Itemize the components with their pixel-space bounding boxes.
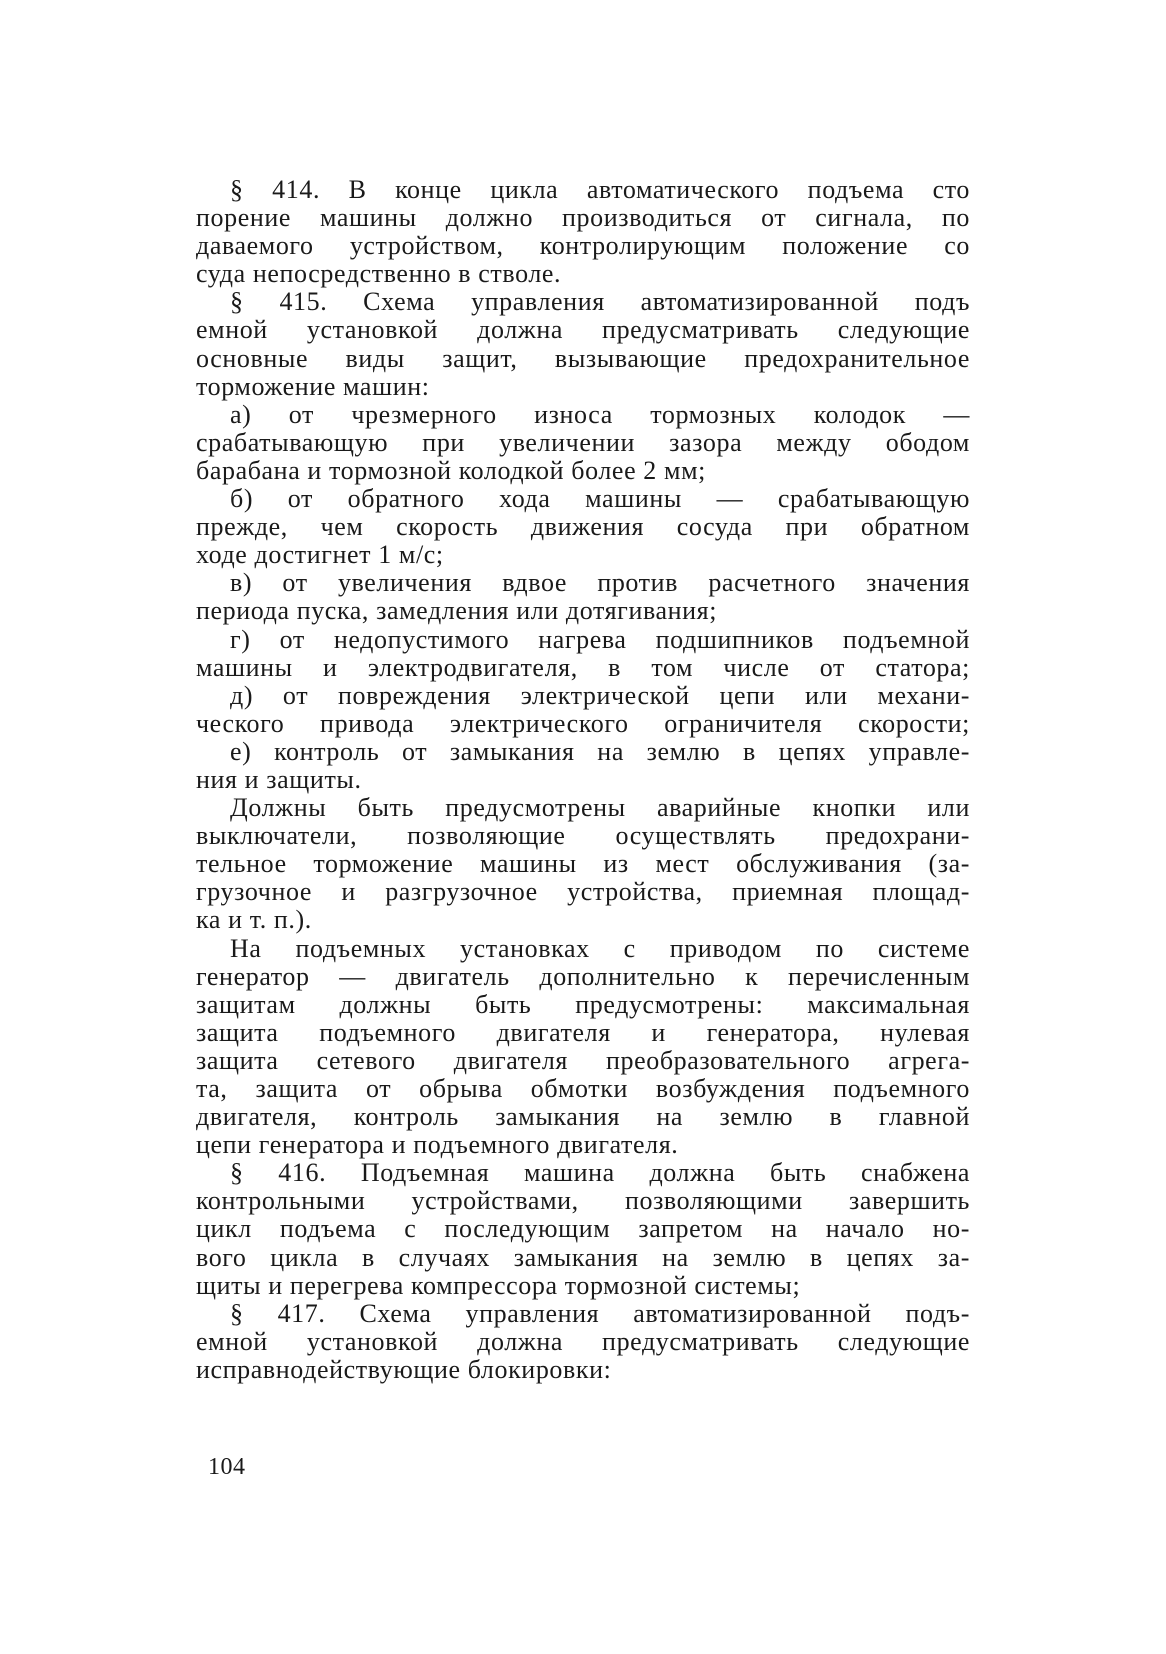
emergency-buttons-line-1: Должны быть предусмотрены аварийные кнопки или <box>230 794 970 823</box>
item-a-line-1: а) от чрезмерного износа тормозных колодок — <box>230 400 970 429</box>
paragraph-416-line-1: § 416. Подъемная машина должна быть снабжена <box>230 1159 970 1188</box>
item-b-line-2: прежде, чем скорость движения сосуда при обратном <box>196 513 970 542</box>
generator-motor-line-1: На подъемных установках с приводом по системе <box>230 934 970 963</box>
item-a-line-3: барабана и тормозной колодкой более 2 мм; <box>196 456 706 485</box>
item-a-line-2: срабатывающую при увеличении зазора между ободом <box>196 428 970 457</box>
item-e-line-1: е) контроль от замыкания на землю в цепях управле- <box>230 737 970 766</box>
paragraph-414-line-3: даваемого устройством, контролирующим положение со <box>196 232 970 261</box>
emergency-buttons-line-2: выключатели, позволяющие осуществлять предохрани- <box>196 822 970 851</box>
paragraph-417-line-2: емной установкой должна предусматривать следующие <box>196 1327 970 1356</box>
emergency-buttons-line-5: ка и т. п.). <box>196 906 312 935</box>
item-g-line-2: машины и электродвигателя, в том числе от статора; <box>196 653 970 682</box>
paragraph-414-line-1: § 414. В конце цикла автоматического подъема сто <box>230 176 970 204</box>
paragraph-416-line-3: цикл подъема с последующим запретом на начало но- <box>196 1215 970 1244</box>
item-b-line-1: б) от обратного хода машины — срабатывающую <box>230 485 970 514</box>
page-number: 104 <box>208 1454 246 1480</box>
generator-motor-line-4: защита подъемного двигателя и генератора, нулевая <box>196 1018 970 1047</box>
generator-motor-line-6: та, защита от обрыва обмотки возбуждения подъемного <box>196 1075 970 1103</box>
item-d-line-2: ческого привода электрического ограничителя скорости; <box>196 709 970 738</box>
generator-motor-line-7: двигателя, контроль замыкания на землю в главной <box>196 1103 970 1132</box>
generator-motor-line-5: защита сетевого двигателя преобразовательного агрега- <box>196 1046 970 1075</box>
paragraph-417-line-3: исправнодействующие блокировки: <box>196 1355 612 1384</box>
paragraph-414-line-2: порение машины должно производиться от сигнала, по <box>196 204 970 233</box>
item-g-line-1: г) от недопустимого нагрева подшипников подъемной <box>230 625 970 654</box>
emergency-buttons-line-4: грузочное и разгрузочное устройства, приемная площад- <box>196 878 970 907</box>
paragraph-416-line-5: щиты и перегрева компрессора тормозной системы; <box>196 1271 801 1300</box>
paragraph-415-line-2: емной установкой должна предусматривать следующие <box>196 316 970 345</box>
generator-motor-line-2: генератор — двигатель дополнительно к перечисленным <box>196 962 970 991</box>
paragraph-415-line-1: § 415. Схема управления автоматизированной подъ <box>230 288 970 317</box>
paragraph-415-line-4: торможение машин: <box>196 372 430 401</box>
item-d-line-1: д) от повреждения электрической цепи или механи- <box>230 681 970 710</box>
paragraph-414-line-4: суда непосредственно в стволе. <box>196 260 562 289</box>
paragraph-417-line-1: § 417. Схема управления автоматизированной подъ- <box>230 1299 970 1328</box>
item-e-line-2: ния и защиты. <box>196 765 362 794</box>
body-text <box>196 176 970 1384</box>
generator-motor-line-3: защитам должны быть предусмотрены: максимальная <box>196 990 970 1019</box>
generator-motor-line-8: цепи генератора и подъемного двигателя. <box>196 1131 679 1160</box>
paragraph-415-line-3: основные виды защит, вызывающие предохранительное <box>196 344 970 373</box>
item-b-line-3: ходе достигнет 1 м/с; <box>196 541 444 570</box>
paragraph-416-line-2: контрольными устройствами, позволяющими завершить <box>196 1187 970 1216</box>
item-v-line-2: периода пуска, замедления или дотягивания; <box>196 597 718 626</box>
emergency-buttons-line-3: тельное торможение машины из мест обслуживания (за- <box>196 850 970 879</box>
paragraph-416-line-4: вого цикла в случаях замыкания на землю в цепях за- <box>196 1243 970 1272</box>
item-v-line-1: в) от увеличения вдвое против расчетного значения <box>230 569 970 598</box>
